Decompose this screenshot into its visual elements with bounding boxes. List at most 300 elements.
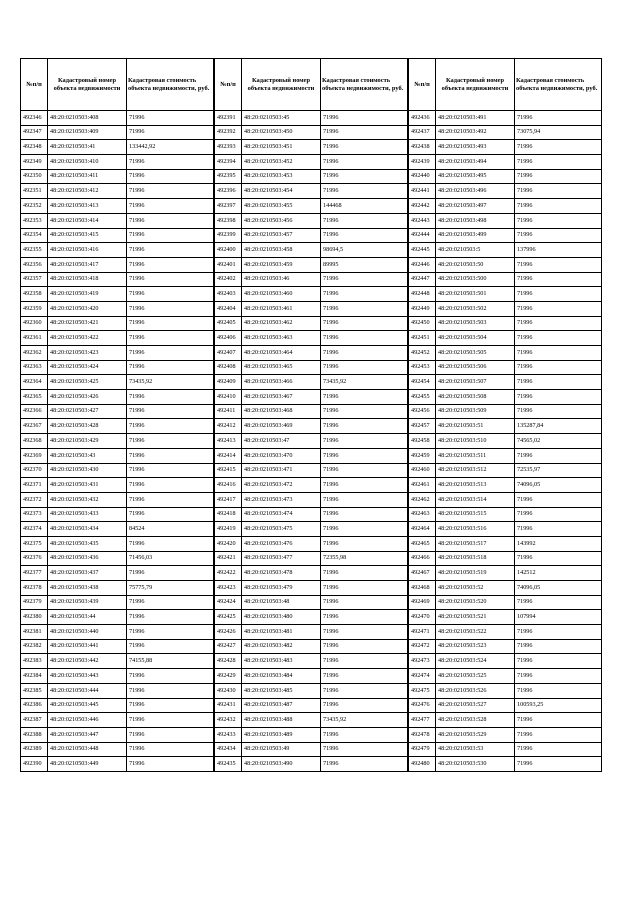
cell-cadastral-cost: 71996 (127, 404, 214, 419)
cell-cadastral-cost: 71996 (127, 625, 214, 640)
header-cadastral-number: Кадастровый номер объекта недвижимости (436, 59, 515, 111)
cell-cadastral-cost: 71996 (127, 301, 214, 316)
cell-cadastral-number: 48:20:0210503:485 (242, 683, 321, 698)
cell-cadastral-number: 48:20:0210503:511 (436, 448, 515, 463)
table-row (409, 522, 602, 537)
table-row (409, 448, 602, 463)
cell-cadastral-number: 48:20:0210503:519 (436, 566, 515, 581)
cell-cadastral-number: 48:20:0210503:495 (436, 169, 515, 184)
table-row (215, 404, 408, 419)
table-row (409, 434, 602, 449)
cell-cadastral-cost: 71996 (515, 654, 602, 669)
cell-num: 492402 (215, 272, 242, 287)
table-row (409, 287, 602, 302)
table-row (409, 654, 602, 669)
table-header-row (409, 59, 602, 111)
cell-num: 492410 (215, 390, 242, 405)
cell-cadastral-cost: 71996 (127, 683, 214, 698)
cell-cadastral-cost: 71996 (127, 492, 214, 507)
table-row (215, 419, 408, 434)
cell-cadastral-cost: 71996 (127, 698, 214, 713)
cell-num: 492396 (215, 184, 242, 199)
cell-num: 492480 (409, 757, 436, 772)
cell-cadastral-cost: 71996 (127, 595, 214, 610)
cell-num: 492417 (215, 492, 242, 507)
table-row (21, 199, 214, 214)
cell-cadastral-cost: 71996 (321, 581, 408, 596)
cell-cadastral-number: 48:20:0210503:412 (48, 184, 127, 199)
cell-cadastral-number: 48:20:0210503:53 (436, 742, 515, 757)
table-row (409, 492, 602, 507)
cell-cadastral-cost: 71996 (321, 390, 408, 405)
cell-num: 492423 (215, 581, 242, 596)
table-row (409, 404, 602, 419)
cell-cadastral-cost: 84524 (127, 522, 214, 537)
table-row (21, 566, 214, 581)
cell-cadastral-cost: 71996 (321, 742, 408, 757)
cell-num: 492432 (215, 713, 242, 728)
cell-cadastral-cost: 135287,84 (515, 419, 602, 434)
table-row (409, 316, 602, 331)
cell-num: 492451 (409, 331, 436, 346)
table-row (215, 316, 408, 331)
cell-num: 492413 (215, 434, 242, 449)
cell-num: 492365 (21, 390, 48, 405)
cell-cadastral-number: 48:20:0210503:529 (436, 727, 515, 742)
cell-num: 492437 (409, 125, 436, 140)
table-row (409, 272, 602, 287)
cell-num: 492439 (409, 155, 436, 170)
cell-cadastral-number: 48:20:0210503:503 (436, 316, 515, 331)
cell-cadastral-number: 48:20:0210503:435 (48, 536, 127, 551)
cell-cadastral-cost: 71996 (321, 536, 408, 551)
cell-cadastral-number: 48:20:0210503:411 (48, 169, 127, 184)
cell-cadastral-cost: 71996 (321, 448, 408, 463)
cadastral-table-left (20, 58, 214, 772)
cell-cadastral-cost: 71996 (515, 683, 602, 698)
cell-cadastral-cost: 71996 (321, 272, 408, 287)
cell-num: 492359 (21, 301, 48, 316)
cell-cadastral-number: 48:20:0210503:438 (48, 581, 127, 596)
cell-cadastral-number: 48:20:0210503:515 (436, 507, 515, 522)
cell-cadastral-number: 48:20:0210503:490 (242, 757, 321, 772)
cell-num: 492384 (21, 669, 48, 684)
cell-cadastral-number: 48:20:0210503:43 (48, 448, 127, 463)
cell-cadastral-number: 48:20:0210503:493 (436, 140, 515, 155)
cell-cadastral-number: 48:20:0210503:474 (242, 507, 321, 522)
cell-num: 492479 (409, 742, 436, 757)
cell-cadastral-cost: 71996 (321, 639, 408, 654)
cell-num: 492427 (215, 639, 242, 654)
cell-cadastral-number: 48:20:0210503:471 (242, 463, 321, 478)
cell-cadastral-number: 48:20:0210503:528 (436, 713, 515, 728)
cell-num: 492353 (21, 213, 48, 228)
cell-cadastral-number: 48:20:0210503:452 (242, 155, 321, 170)
cell-num: 492464 (409, 522, 436, 537)
cell-cadastral-number: 48:20:0210503:428 (48, 419, 127, 434)
cell-cadastral-cost: 71996 (321, 419, 408, 434)
cell-cadastral-number: 48:20:0210503:422 (48, 331, 127, 346)
table-row (21, 639, 214, 654)
cell-cadastral-cost: 71996 (127, 213, 214, 228)
cell-num: 492453 (409, 360, 436, 375)
cell-cadastral-cost: 89995 (321, 257, 408, 272)
cell-num: 492470 (409, 610, 436, 625)
table-row (409, 639, 602, 654)
cell-cadastral-number: 48:20:0210503:409 (48, 125, 127, 140)
table-row (21, 155, 214, 170)
cell-cadastral-cost: 74096,05 (515, 581, 602, 596)
cell-cadastral-number: 48:20:0210503:470 (242, 448, 321, 463)
cell-cadastral-cost: 71996 (515, 257, 602, 272)
cell-num: 492361 (21, 331, 48, 346)
cell-cadastral-number: 48:20:0210503:451 (242, 140, 321, 155)
cell-num: 492352 (21, 199, 48, 214)
cell-cadastral-cost: 71996 (321, 610, 408, 625)
table-row (409, 125, 602, 140)
cell-num: 492385 (21, 683, 48, 698)
header-cadastral-cost: Кадастровая стоимость объекта недвижимости, руб. (127, 59, 214, 111)
table-row (21, 478, 214, 493)
cell-num: 492424 (215, 595, 242, 610)
cell-num: 492376 (21, 551, 48, 566)
cell-cadastral-number: 48:20:0210503:517 (436, 536, 515, 551)
table-row (215, 169, 408, 184)
table-row (215, 184, 408, 199)
cadastral-table-middle (214, 58, 408, 772)
cell-num: 492435 (215, 757, 242, 772)
cell-cadastral-number: 48:20:0210503:520 (436, 595, 515, 610)
cell-cadastral-cost: 71996 (321, 360, 408, 375)
cell-num: 492476 (409, 698, 436, 713)
cell-cadastral-number: 48:20:0210503:505 (436, 346, 515, 361)
header-cadastral-number: Кадастровый номер объекта недвижимости (48, 59, 127, 111)
cell-cadastral-cost: 75775,79 (127, 581, 214, 596)
cell-cadastral-cost: 71996 (127, 507, 214, 522)
table-row (409, 625, 602, 640)
cell-cadastral-number: 48:20:0210503:424 (48, 360, 127, 375)
cell-cadastral-number: 48:20:0210503:526 (436, 683, 515, 698)
table-row (409, 581, 602, 596)
cell-cadastral-number: 48:20:0210503:445 (48, 698, 127, 713)
cell-cadastral-cost: 74565,02 (515, 434, 602, 449)
table-row (409, 713, 602, 728)
table-row (409, 360, 602, 375)
cell-cadastral-number: 48:20:0210503:527 (436, 698, 515, 713)
cell-cadastral-number: 48:20:0210503:523 (436, 639, 515, 654)
cell-num: 492363 (21, 360, 48, 375)
cell-cadastral-cost: 71996 (515, 507, 602, 522)
cell-cadastral-cost: 71996 (321, 595, 408, 610)
cell-cadastral-cost: 100593,25 (515, 698, 602, 713)
table-row (21, 360, 214, 375)
table-row (409, 551, 602, 566)
cell-cadastral-number: 48:20:0210503:500 (436, 272, 515, 287)
cell-cadastral-cost: 71996 (515, 140, 602, 155)
table-row (21, 713, 214, 728)
cell-cadastral-cost: 71996 (127, 478, 214, 493)
cell-num: 492414 (215, 448, 242, 463)
cell-cadastral-number: 48:20:0210503:41 (48, 140, 127, 155)
cell-num: 492442 (409, 199, 436, 214)
cell-cadastral-number: 48:20:0210503:51 (436, 419, 515, 434)
cell-cadastral-number: 48:20:0210503:488 (242, 713, 321, 728)
cell-num: 492373 (21, 507, 48, 522)
table-row (409, 463, 602, 478)
cell-cadastral-number: 48:20:0210503:512 (436, 463, 515, 478)
cell-cadastral-cost: 71996 (515, 301, 602, 316)
cell-num: 492412 (215, 419, 242, 434)
cell-cadastral-cost: 71996 (127, 360, 214, 375)
table-row (409, 566, 602, 581)
cell-cadastral-number: 48:20:0210503:464 (242, 346, 321, 361)
cell-num: 492389 (21, 742, 48, 757)
cell-cadastral-number: 48:20:0210503:477 (242, 551, 321, 566)
table-row (409, 155, 602, 170)
table-row (21, 257, 214, 272)
cell-cadastral-cost: 71996 (515, 404, 602, 419)
cell-num: 492415 (215, 463, 242, 478)
cell-num: 492462 (409, 492, 436, 507)
cell-cadastral-number: 48:20:0210503:455 (242, 199, 321, 214)
cell-cadastral-cost: 71996 (515, 316, 602, 331)
table-row (215, 698, 408, 713)
cell-cadastral-cost: 71996 (515, 272, 602, 287)
cell-cadastral-cost: 71996 (321, 522, 408, 537)
cell-cadastral-cost: 71996 (321, 683, 408, 698)
cell-cadastral-cost: 71996 (127, 566, 214, 581)
cell-cadastral-cost: 71996 (321, 301, 408, 316)
table-row (409, 683, 602, 698)
table-row (21, 140, 214, 155)
cell-cadastral-cost: 71456,03 (127, 551, 214, 566)
cell-cadastral-number: 48:20:0210503:504 (436, 331, 515, 346)
cell-num: 492478 (409, 727, 436, 742)
cell-cadastral-number: 48:20:0210503:509 (436, 404, 515, 419)
cell-cadastral-cost: 71996 (127, 463, 214, 478)
cell-num: 492434 (215, 742, 242, 757)
cell-cadastral-cost: 133442,92 (127, 140, 214, 155)
cell-num: 492456 (409, 404, 436, 419)
cell-cadastral-number: 48:20:0210503:447 (48, 727, 127, 742)
cell-cadastral-cost: 71996 (321, 625, 408, 640)
cell-num: 492420 (215, 536, 242, 551)
cell-cadastral-cost: 71996 (515, 713, 602, 728)
cell-num: 492407 (215, 346, 242, 361)
cell-cadastral-cost: 71996 (127, 199, 214, 214)
table-row (215, 492, 408, 507)
cell-cadastral-number: 48:20:0210503:516 (436, 522, 515, 537)
cell-cadastral-cost: 143992 (515, 536, 602, 551)
cell-cadastral-number: 48:20:0210503:449 (48, 757, 127, 772)
cell-cadastral-number: 48:20:0210503:521 (436, 610, 515, 625)
cell-num: 492447 (409, 272, 436, 287)
cell-cadastral-number: 48:20:0210503:482 (242, 639, 321, 654)
cell-cadastral-number: 48:20:0210503:436 (48, 551, 127, 566)
table-row (409, 742, 602, 757)
table-row (21, 463, 214, 478)
cell-cadastral-number: 48:20:0210503:414 (48, 213, 127, 228)
cell-num: 492473 (409, 654, 436, 669)
cell-cadastral-number: 48:20:0210503:49 (242, 742, 321, 757)
table-row (215, 757, 408, 772)
cell-cadastral-cost: 71996 (127, 742, 214, 757)
table-row (215, 463, 408, 478)
cell-cadastral-number: 48:20:0210503:454 (242, 184, 321, 199)
cell-cadastral-cost: 71996 (127, 669, 214, 684)
table-row (21, 625, 214, 640)
cell-num: 492475 (409, 683, 436, 698)
table-row (215, 125, 408, 140)
cell-cadastral-cost: 98694,5 (321, 243, 408, 258)
cell-num: 492382 (21, 639, 48, 654)
table-row (409, 727, 602, 742)
cell-cadastral-cost: 74155,88 (127, 654, 214, 669)
cell-num: 492372 (21, 492, 48, 507)
table-row (215, 654, 408, 669)
table-row (21, 698, 214, 713)
cell-cadastral-cost: 71996 (321, 566, 408, 581)
cell-num: 492436 (409, 111, 436, 126)
header-cadastral-number: Кадастровый номер объекта недвижимости (242, 59, 321, 111)
cell-cadastral-number: 48:20:0210503:5 (436, 243, 515, 258)
cell-num: 492390 (21, 757, 48, 772)
cell-num: 492386 (21, 698, 48, 713)
cell-cadastral-cost: 71996 (127, 346, 214, 361)
cell-cadastral-number: 48:20:0210503:513 (436, 478, 515, 493)
cell-cadastral-number: 48:20:0210503:426 (48, 390, 127, 405)
cell-cadastral-cost: 71996 (321, 669, 408, 684)
cell-cadastral-cost: 71996 (321, 346, 408, 361)
table-row (215, 522, 408, 537)
cell-cadastral-number: 48:20:0210503:446 (48, 713, 127, 728)
cell-cadastral-number: 48:20:0210503:478 (242, 566, 321, 581)
cell-num: 492474 (409, 669, 436, 684)
cell-cadastral-number: 48:20:0210503:441 (48, 639, 127, 654)
cell-cadastral-number: 48:20:0210503:442 (48, 654, 127, 669)
table-row (409, 390, 602, 405)
cell-cadastral-cost: 71996 (321, 654, 408, 669)
cell-num: 492401 (215, 257, 242, 272)
cell-num: 492444 (409, 228, 436, 243)
cell-num: 492454 (409, 375, 436, 390)
table-row (215, 625, 408, 640)
cell-cadastral-cost: 71996 (321, 757, 408, 772)
cell-num: 492468 (409, 581, 436, 596)
cell-num: 492360 (21, 316, 48, 331)
cell-num: 492430 (215, 683, 242, 698)
table-row (215, 536, 408, 551)
cell-cadastral-number: 48:20:0210503:508 (436, 390, 515, 405)
cell-cadastral-cost: 72355,98 (321, 551, 408, 566)
cell-cadastral-cost: 71996 (127, 610, 214, 625)
cell-num: 492364 (21, 375, 48, 390)
cell-cadastral-cost: 71996 (515, 111, 602, 126)
cell-num: 492441 (409, 184, 436, 199)
cell-cadastral-number: 48:20:0210503:499 (436, 228, 515, 243)
table-row (215, 111, 408, 126)
cell-cadastral-number: 48:20:0210503:492 (436, 125, 515, 140)
cell-cadastral-cost: 71996 (321, 155, 408, 170)
cell-cadastral-number: 48:20:0210503:460 (242, 287, 321, 302)
table-row (215, 331, 408, 346)
table-row (21, 448, 214, 463)
cell-cadastral-cost: 71996 (515, 492, 602, 507)
cell-num: 492374 (21, 522, 48, 537)
cell-cadastral-cost: 71996 (321, 140, 408, 155)
cell-num: 492446 (409, 257, 436, 272)
cell-num: 492367 (21, 419, 48, 434)
cell-num: 492472 (409, 639, 436, 654)
cell-cadastral-cost: 71996 (127, 316, 214, 331)
table-row (21, 434, 214, 449)
header-num: №п/п (409, 59, 436, 111)
table-row (21, 213, 214, 228)
cell-cadastral-number: 48:20:0210503:52 (436, 581, 515, 596)
table-header-row (21, 59, 214, 111)
cell-num: 492355 (21, 243, 48, 258)
cell-cadastral-cost: 71996 (127, 111, 214, 126)
cell-num: 492351 (21, 184, 48, 199)
cell-cadastral-number: 48:20:0210503:421 (48, 316, 127, 331)
cell-cadastral-cost: 144468 (321, 199, 408, 214)
table-row (215, 390, 408, 405)
table-row (215, 551, 408, 566)
cell-num: 492411 (215, 404, 242, 419)
cell-cadastral-number: 48:20:0210503:46 (242, 272, 321, 287)
table-row (409, 199, 602, 214)
cell-cadastral-number: 48:20:0210503:487 (242, 698, 321, 713)
cell-cadastral-cost: 71996 (515, 346, 602, 361)
table-row (409, 757, 602, 772)
table-row (21, 581, 214, 596)
cell-num: 492477 (409, 713, 436, 728)
cell-cadastral-number: 48:20:0210503:472 (242, 478, 321, 493)
table-row (215, 243, 408, 258)
cell-num: 492379 (21, 595, 48, 610)
cell-cadastral-cost: 73435,92 (321, 713, 408, 728)
cell-cadastral-cost: 74096,05 (515, 478, 602, 493)
cell-num: 492404 (215, 301, 242, 316)
cell-cadastral-number: 48:20:0210503:459 (242, 257, 321, 272)
cell-cadastral-number: 48:20:0210503:506 (436, 360, 515, 375)
table-row (215, 595, 408, 610)
cell-cadastral-number: 48:20:0210503:479 (242, 581, 321, 596)
cell-cadastral-cost: 71996 (127, 390, 214, 405)
cell-cadastral-number: 48:20:0210503:475 (242, 522, 321, 537)
cell-num: 492445 (409, 243, 436, 258)
table-row (215, 713, 408, 728)
cell-cadastral-number: 48:20:0210503:530 (436, 757, 515, 772)
cell-num: 492419 (215, 522, 242, 537)
table-row (215, 610, 408, 625)
table-row (215, 301, 408, 316)
table-row (215, 140, 408, 155)
cell-cadastral-number: 48:20:0210503:501 (436, 287, 515, 302)
cell-cadastral-cost: 71996 (127, 125, 214, 140)
header-cadastral-cost: Кадастровая стоимость объекта недвижимости, руб. (515, 59, 602, 111)
cell-cadastral-cost: 71996 (515, 213, 602, 228)
cell-cadastral-cost: 71996 (515, 331, 602, 346)
cell-cadastral-cost: 71996 (127, 639, 214, 654)
cell-cadastral-cost: 71996 (321, 507, 408, 522)
table-row (409, 111, 602, 126)
header-num: №п/п (215, 59, 242, 111)
table-row (215, 287, 408, 302)
cell-num: 492409 (215, 375, 242, 390)
cell-cadastral-cost: 71996 (321, 463, 408, 478)
cell-cadastral-cost: 71996 (321, 404, 408, 419)
